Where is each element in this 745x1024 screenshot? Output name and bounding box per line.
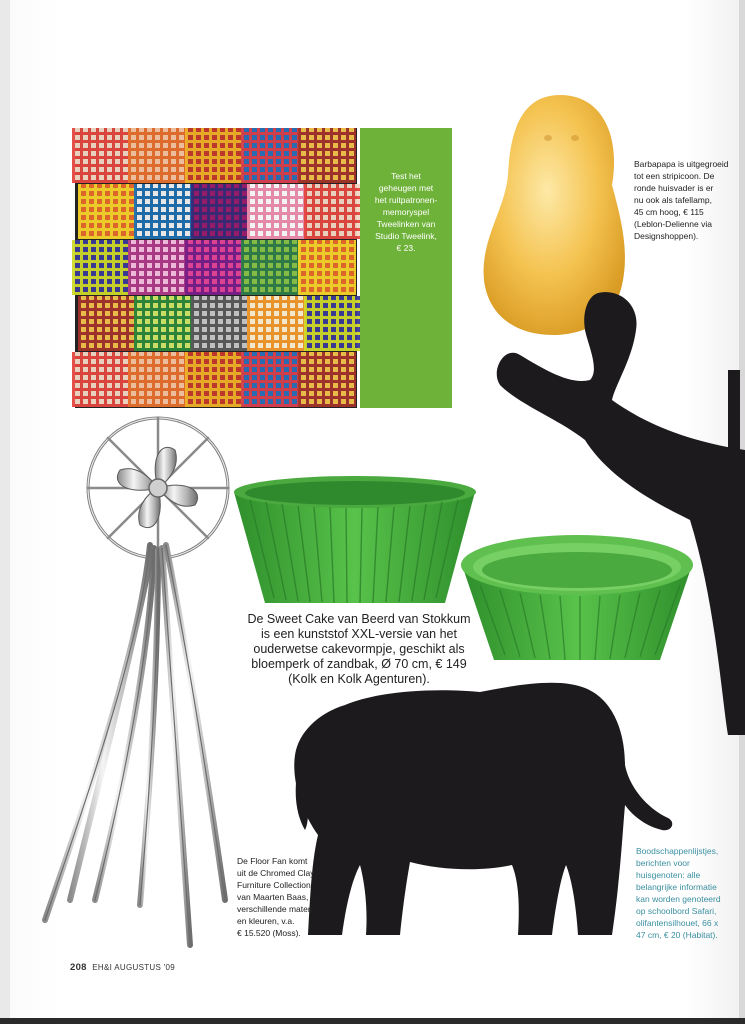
- floor-fan-caption-line: en kleuren, v.a.: [237, 916, 295, 926]
- floor-fan-caption-line: € 15.520 (Moss).: [237, 928, 301, 938]
- barbapapa-caption-line: (Leblon-Delienne via: [634, 219, 712, 229]
- sweet-cake-caption-line: De Sweet Cake van Beerd van Stokkum: [247, 612, 471, 626]
- sweet-cake-caption-line: is een kunststof XXL-versie van het: [261, 627, 457, 641]
- barbapapa-caption-line: ronde huisvader is er: [634, 183, 714, 193]
- floor-fan-caption-line: De Floor Fan komt: [237, 856, 308, 866]
- page-folio: [70, 962, 175, 973]
- sweet-cake-caption-line: (Kolk en Kolk Agenturen).: [288, 672, 430, 686]
- chalkboard-caption-line: berichten voor: [636, 858, 690, 868]
- sweet-cake-small: [461, 535, 693, 660]
- barbapapa-caption-line: Designshoppen).: [634, 231, 699, 241]
- page-number: 208: [70, 962, 87, 973]
- memory-caption-line: € 23.: [396, 243, 416, 253]
- memory-caption-line: Test het: [391, 171, 421, 181]
- barbapapa-caption: [634, 158, 734, 242]
- chalkboard-caption-line: 47 cm, € 20 (Habitat).: [636, 930, 718, 940]
- chalkboard-caption-line: kan worden genoteerd: [636, 894, 721, 904]
- memory-caption-line: Tweelinken van: [376, 219, 436, 229]
- floor-fan-caption: [237, 855, 337, 939]
- publication-issue: EH&I AUGUSTUS '09: [92, 963, 175, 972]
- sweet-cake-caption-line: ouderwetse cakevormpje, geschikt als: [253, 642, 465, 656]
- memory-caption-line: Studio Tweelink,: [375, 231, 437, 241]
- barbapapa-caption-line: 45 cm hoog, € 115: [634, 207, 704, 217]
- sweet-cake-caption-line: bloemperk of zandbak, Ø 70 cm, € 149: [251, 657, 467, 671]
- barbapapa-caption-line: nu ook als tafellamp,: [634, 195, 712, 205]
- barbapapa-caption-line: Barbapapa is uitgegroeid: [634, 159, 729, 169]
- chalkboard-caption-line: Boodschappenlijstjes,: [636, 846, 719, 856]
- floor-fan-caption-line: uit de Chromed Clay: [237, 868, 315, 878]
- black-coat-rack: [497, 292, 745, 735]
- sweet-cake-large: [234, 476, 476, 603]
- chalkboard-caption-line: olifantensilhouet, 66 x: [636, 918, 719, 928]
- elephant-chalkboard: [294, 683, 672, 935]
- floor-fan-caption-line: Furniture Collection: [237, 880, 311, 890]
- sweet-cake-caption: [228, 612, 490, 687]
- chromed-floor-fan: [45, 418, 228, 945]
- page-bottom-edge: [0, 1018, 745, 1024]
- floor-fan-caption-line: verschillende maten: [237, 904, 313, 914]
- chalkboard-caption-line: op schoolbord Safari,: [636, 906, 717, 916]
- chalkboard-caption-line: huisgenoten: alle: [636, 870, 701, 880]
- memory-caption-line: het ruitpatronen-: [374, 195, 438, 205]
- chalkboard-caption: [636, 845, 738, 941]
- memory-caption-line: memoryspel: [382, 207, 430, 217]
- chalkboard-caption-line: belangrijke informatie: [636, 882, 717, 892]
- floor-fan-caption-line: van Maarten Baas, in: [237, 892, 318, 902]
- barbapapa-caption-line: tot een stripicoon. De: [634, 171, 715, 181]
- memory-caption-line: geheugen met: [378, 183, 434, 193]
